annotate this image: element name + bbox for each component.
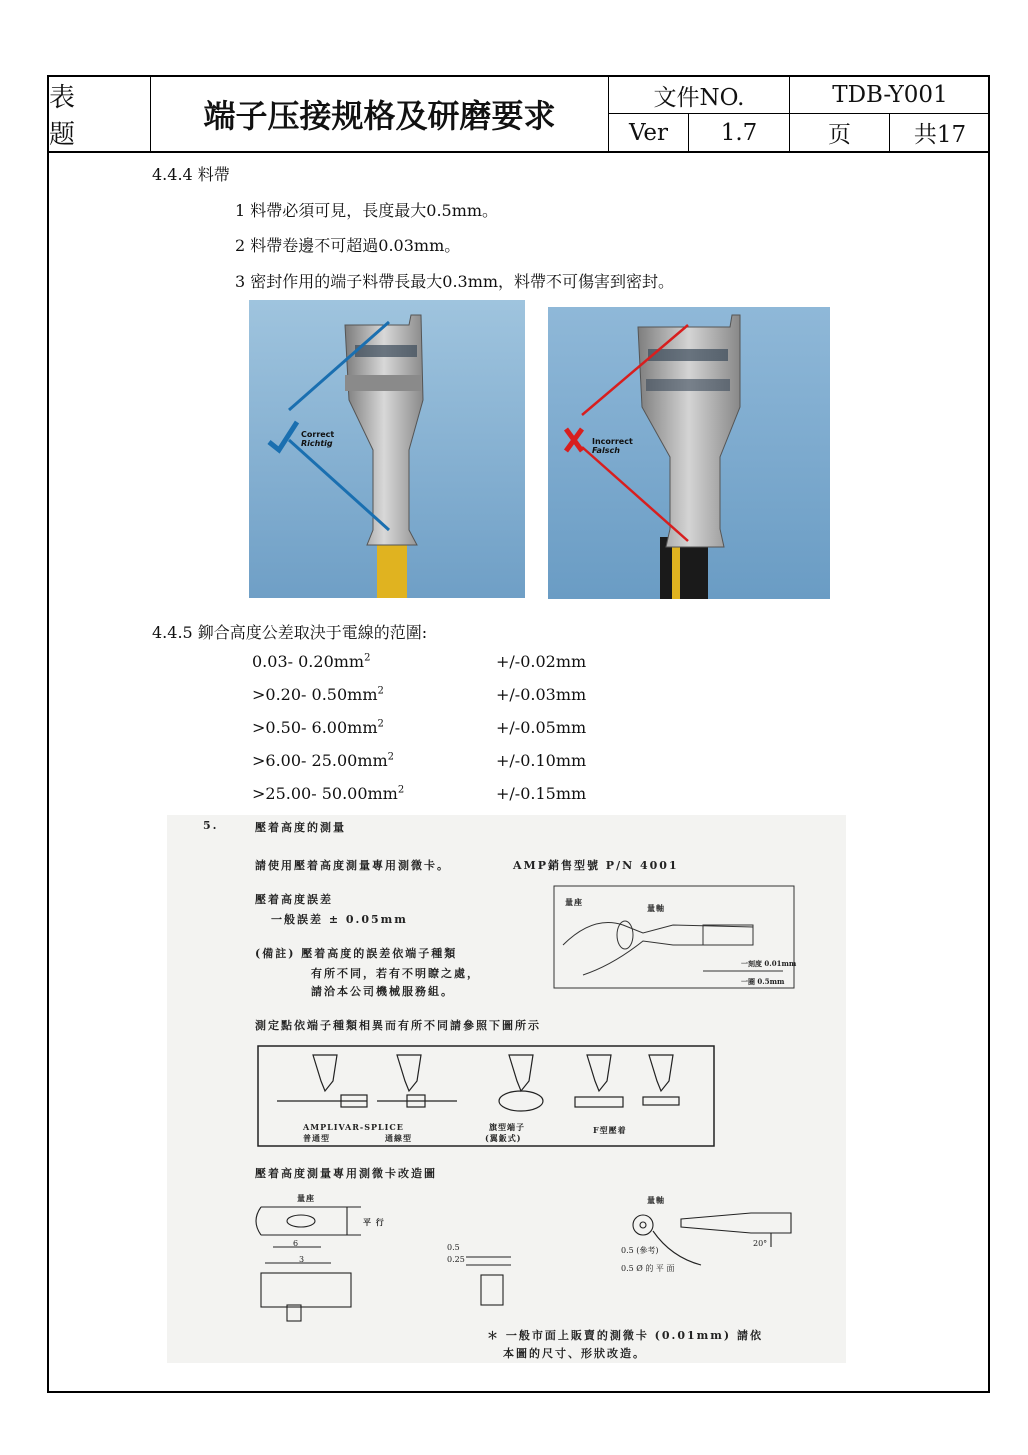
tolerance-value: +/-0.03mm	[496, 685, 587, 704]
title-block	[49, 77, 988, 153]
scanned-measurement-sheet	[167, 815, 846, 1363]
scan-line1b: AMP銷售型號 P/N 4001	[513, 859, 679, 872]
scan-mod-title: 壓着高度測量專用測微卡改造圖	[255, 1167, 437, 1180]
label-incorrect: Incorrect	[592, 437, 633, 446]
scan-err-title: 壓着高度誤差	[255, 893, 333, 906]
dim-label: 3	[299, 1255, 305, 1264]
total-pages: 共17	[913, 122, 967, 148]
ver-label: Ver	[609, 114, 689, 151]
inset-label-spindle: 量軸	[647, 903, 665, 913]
label-richtig: Richtig	[301, 439, 333, 448]
tolerance-range: >0.50- $6.00mm^2$	[252, 718, 384, 737]
scan-title: 壓着高度的測量	[255, 821, 346, 834]
mod-label-spindle: 量軸	[647, 1195, 665, 1205]
page-label: 页	[790, 114, 890, 151]
doc-no-value: TDB-Y001	[790, 77, 990, 114]
tolerance-range: 0.03- $0.20mm^2$	[252, 652, 371, 671]
mod-label-base: 量座	[297, 1193, 315, 1203]
modification-drawing	[251, 1187, 811, 1327]
scan-number: 5.	[203, 819, 219, 832]
dim-label: 0.25	[447, 1255, 465, 1264]
fig-label: F型壓着	[593, 1125, 627, 1135]
dim-label: 6	[293, 1239, 299, 1248]
section-444-item: 2 料帶卷邊不可超過0.03mm。	[235, 236, 461, 255]
dim-label: 0.5 (參考)	[621, 1246, 659, 1255]
photo-correct	[249, 300, 525, 598]
scan-note2: 有所不同，若有不明瞭之處，	[311, 967, 480, 980]
mod-label-parallel: 平 行	[363, 1217, 385, 1227]
ver-value: 1.7	[689, 114, 790, 151]
label-correct: Correct	[301, 430, 335, 439]
micrometer-inset	[553, 885, 797, 991]
tolerance-range: >0.20- $0.50mm^2$	[252, 685, 384, 704]
dim-label: 0.5	[447, 1243, 460, 1252]
tolerance-value: +/-0.05mm	[496, 718, 587, 737]
document-title: 端子压接规格及研磨要求	[151, 77, 609, 151]
doc-info-grid	[609, 77, 990, 151]
inset-label-div: 一刻度 0.01mm	[741, 959, 797, 968]
tolerance-range: >25.00- $50.00mm^2$	[252, 784, 405, 803]
fig-label: 普通型	[303, 1133, 330, 1143]
scan-line1: 請使用壓着高度測量專用測微卡。	[255, 859, 450, 872]
fig-label: 旗型端子	[489, 1122, 525, 1132]
section-444-item: 3 密封作用的端子料帶長最大0.3mm，料帶不可傷害到密封。	[235, 272, 675, 291]
tolerance-value: +/-0.02mm	[496, 652, 587, 671]
scan-points: 測定點依端子種類相異而有所不同請參照下圖所示	[255, 1019, 541, 1032]
dim-label: 0.5 Ø 的 平 面	[621, 1264, 675, 1273]
tolerance-value: +/-0.15mm	[496, 784, 587, 803]
scan-foot1: ＊ 一般市面上販賣的測微卡 (0.01mm) 請依	[487, 1329, 763, 1342]
section-444-heading: 4.4.4 料帶	[152, 165, 230, 184]
tolerance-value: +/-0.10mm	[496, 751, 587, 770]
photo-incorrect	[548, 307, 830, 599]
section-444-item: 1 料帶必須可見，長度最大0.5mm。	[235, 201, 499, 220]
inset-label-base: 量座	[565, 897, 583, 907]
fig-label: AMPLIVAR-SPLICE	[303, 1122, 404, 1132]
dim-label: 20°	[753, 1239, 768, 1248]
scan-note1: (備註) 壓着高度的誤差依端子種類	[255, 947, 458, 960]
scan-foot2: 本圖的尺寸、形狀改造。	[503, 1347, 646, 1360]
inset-label-turn: 一圈 0.5mm	[741, 977, 785, 986]
section-445-heading: 4.4.5 鉚合高度公差取決于電線的范圍:	[152, 623, 428, 642]
fig-label: (翼鈑式)	[485, 1133, 522, 1143]
scan-note3: 請洽本公司機械服務組。	[311, 985, 454, 998]
doc-no-label: 文件NO.	[609, 77, 790, 114]
scan-err-val: 一般誤差 ± 0.05mm	[271, 913, 408, 926]
tolerance-range: >6.00- $25.00mm^2$	[252, 751, 395, 770]
header-label: 表 题	[49, 77, 151, 151]
fig-label: 通線型	[385, 1133, 412, 1143]
label-falsch: Falsch	[592, 446, 620, 455]
